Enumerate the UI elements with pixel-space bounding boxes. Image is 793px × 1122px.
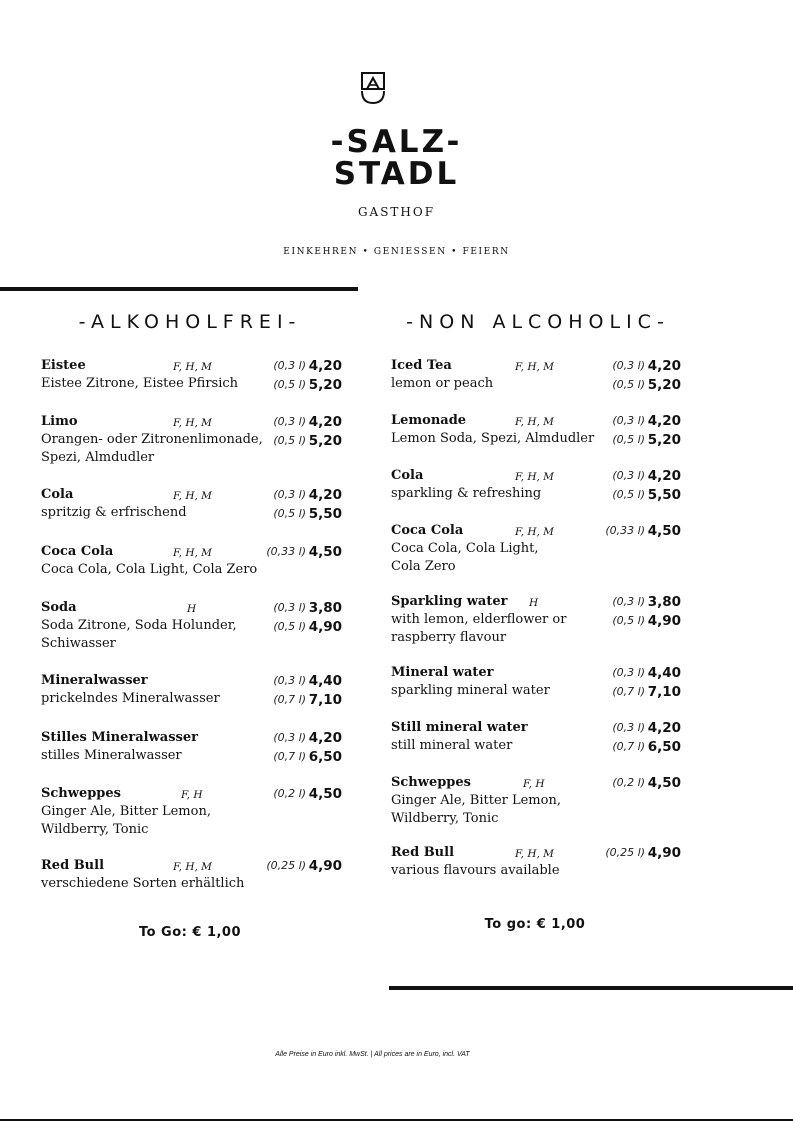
price-footnote: Alle Preise in Euro inkl. MwSt. | All prices are in Euro, incl. VAT [275, 1051, 470, 1058]
item-allergens: F, H, M [173, 417, 212, 429]
menu-item [41, 543, 351, 603]
item-price: 4,50 [647, 523, 681, 539]
item-allergens: F, H [181, 789, 203, 801]
item-price: 5,20 [308, 377, 342, 393]
menu-item [41, 486, 351, 546]
brand-name-line-1: -SALZ- [330, 124, 463, 160]
item-volume: (0,3 l) [273, 415, 306, 428]
item-name: Schweppes [391, 775, 471, 790]
section-title-alkoholfrei: -ALKOHOLFREI- [78, 311, 302, 333]
item-price: 4,20 [308, 414, 342, 430]
item-name: Iced Tea [391, 358, 452, 373]
item-description: Soda Zitrone, Soda Holunder, Schiwasser [41, 618, 237, 651]
item-price: 5,20 [647, 377, 681, 393]
item-volume: (0,33 l) [605, 524, 645, 537]
item-description: Coca Cola, Cola Light, Cola Zero [391, 541, 539, 574]
item-volume: (0,3 l) [612, 414, 645, 427]
menu-item [41, 357, 351, 417]
item-allergens: H [529, 597, 539, 609]
item-name: Coca Cola [391, 523, 464, 538]
item-volume: (0,3 l) [273, 731, 306, 744]
item-description: Orangen- oder Zitronenlimonade, Spezi, Almdudler [41, 432, 263, 465]
item-description: Coca Cola, Cola Light, Cola Zero [41, 562, 258, 577]
item-price: 3,80 [647, 594, 681, 610]
item-volume: (0,3 l) [612, 666, 645, 679]
divider-right [389, 986, 793, 990]
item-volume: (0,7 l) [612, 740, 645, 753]
item-allergens: F, H, M [173, 490, 212, 502]
item-volume: (0,33 l) [266, 545, 306, 558]
item-name: Cola [391, 468, 424, 483]
item-description: prickelndes Mineralwasser [41, 691, 220, 706]
item-volume: (0,25 l) [605, 846, 645, 859]
item-volume: (0,5 l) [273, 378, 306, 391]
item-name: Coca Cola [41, 544, 114, 559]
item-price: 4,90 [308, 858, 342, 874]
item-name: Red Bull [391, 845, 455, 860]
item-price: 5,20 [647, 432, 681, 448]
item-price: 4,20 [308, 487, 342, 503]
item-price: 4,50 [647, 775, 681, 791]
item-description: Eistee Zitrone, Eistee Pfirsich [41, 376, 239, 391]
item-name: Sparkling water [391, 594, 508, 609]
item-volume: (0,5 l) [273, 620, 306, 633]
menu-item [391, 357, 691, 417]
brand-subtitle: GASTHOF [357, 205, 436, 219]
divider-left [0, 287, 358, 291]
item-price: 4,20 [308, 358, 342, 374]
item-name: Schweppes [41, 786, 121, 801]
item-volume: (0,25 l) [266, 859, 306, 872]
item-description: various flavours available [391, 863, 560, 878]
brand-name-line-2: STADL [333, 156, 460, 192]
item-volume: (0,7 l) [273, 693, 306, 706]
item-name: Eistee [41, 358, 86, 373]
item-volume: (0,3 l) [273, 674, 306, 687]
menu-item [41, 672, 351, 732]
item-price: 7,10 [308, 692, 342, 708]
menu-item [391, 719, 691, 779]
item-price: 4,40 [647, 665, 681, 681]
item-description: Ginger Ale, Bitter Lemon, Wildberry, Tonic [391, 793, 561, 826]
item-volume: (0,7 l) [612, 685, 645, 698]
item-description: sparkling mineral water [391, 683, 550, 698]
item-description: with lemon, elderflower or raspberry flavour [391, 612, 567, 645]
item-price: 4,90 [308, 619, 342, 635]
item-price: 4,20 [647, 468, 681, 484]
item-description: spritzig & erfrischend [41, 505, 187, 520]
item-price: 5,20 [308, 433, 342, 449]
item-name: Mineral water [391, 665, 494, 680]
tagline: EINKEHREN • GENIESSEN • FEIERN [283, 247, 510, 257]
item-volume: (0,5 l) [612, 378, 645, 391]
menu-item [41, 413, 351, 473]
item-name: Stilles Mineralwasser [41, 730, 198, 745]
item-description: lemon or peach [391, 376, 494, 391]
item-volume: (0,3 l) [612, 469, 645, 482]
item-name: Mineralwasser [41, 673, 148, 688]
item-allergens: F, H, M [173, 361, 212, 373]
item-volume: (0,7 l) [273, 750, 306, 763]
menu-item [41, 785, 351, 845]
item-price: 4,20 [647, 358, 681, 374]
item-allergens: F, H, M [515, 848, 554, 860]
item-volume: (0,5 l) [612, 614, 645, 627]
menu-item [41, 599, 351, 659]
item-price: 3,80 [308, 600, 342, 616]
section-title-non-alcoholic: -NON ALCOHOLIC- [406, 311, 670, 333]
item-allergens: F, H, M [173, 861, 212, 873]
item-price: 4,90 [647, 845, 681, 861]
item-price: 7,10 [647, 684, 681, 700]
menu-item [391, 412, 691, 472]
item-price: 4,40 [308, 673, 342, 689]
item-price: 5,50 [308, 506, 342, 522]
item-volume: (0,3 l) [612, 359, 645, 372]
menu-item [391, 844, 691, 904]
menu-item [41, 857, 351, 917]
menu-item [391, 522, 691, 582]
item-volume: (0,5 l) [273, 507, 306, 520]
item-description: stilles Mineralwasser [41, 748, 182, 763]
item-price: 4,20 [308, 730, 342, 746]
menu-item [391, 774, 691, 834]
item-volume: (0,2 l) [273, 787, 306, 800]
item-name: Limo [41, 414, 78, 429]
to-go-note: To Go: € 1,00 [138, 925, 242, 940]
item-name: Lemonade [391, 413, 467, 428]
menu-item [41, 729, 351, 789]
item-description: Lemon Soda, Spezi, Almdudler [391, 431, 595, 446]
item-name: Cola [41, 487, 74, 502]
item-volume: (0,2 l) [612, 776, 645, 789]
item-volume: (0,3 l) [273, 601, 306, 614]
item-volume: (0,3 l) [273, 359, 306, 372]
item-allergens: F, H [523, 778, 545, 790]
divider-bottom [0, 1119, 793, 1121]
item-price: 4,20 [647, 413, 681, 429]
item-description: Ginger Ale, Bitter Lemon, Wildberry, Tonic [41, 804, 211, 837]
item-price: 5,50 [647, 487, 681, 503]
item-allergens: F, H, M [515, 416, 554, 428]
item-price: 4,20 [647, 720, 681, 736]
item-volume: (0,3 l) [612, 595, 645, 608]
to-go-note: To go: € 1,00 [484, 917, 586, 932]
item-description: verschiedene Sorten erhältlich [41, 876, 245, 891]
item-volume: (0,5 l) [612, 433, 645, 446]
item-allergens: F, H, M [515, 526, 554, 538]
item-volume: (0,3 l) [273, 488, 306, 501]
menu-item [391, 593, 691, 653]
item-description: still mineral water [391, 738, 513, 753]
item-price: 4,50 [308, 786, 342, 802]
item-volume: (0,5 l) [273, 434, 306, 447]
item-name: Red Bull [41, 858, 105, 873]
item-price: 4,50 [308, 544, 342, 560]
item-description: sparkling & refreshing [391, 486, 542, 501]
item-price: 4,90 [647, 613, 681, 629]
item-allergens: H [187, 603, 197, 615]
menu-item [391, 664, 691, 724]
item-allergens: F, H, M [173, 547, 212, 559]
item-allergens: F, H, M [515, 361, 554, 373]
item-price: 6,50 [308, 749, 342, 765]
item-name: Still mineral water [391, 720, 528, 735]
item-volume: (0,5 l) [612, 488, 645, 501]
item-volume: (0,3 l) [612, 721, 645, 734]
item-allergens: F, H, M [515, 471, 554, 483]
item-price: 6,50 [647, 739, 681, 755]
item-name: Soda [41, 600, 77, 615]
gasthof-logo-icon [358, 70, 388, 106]
menu-item [391, 467, 691, 527]
